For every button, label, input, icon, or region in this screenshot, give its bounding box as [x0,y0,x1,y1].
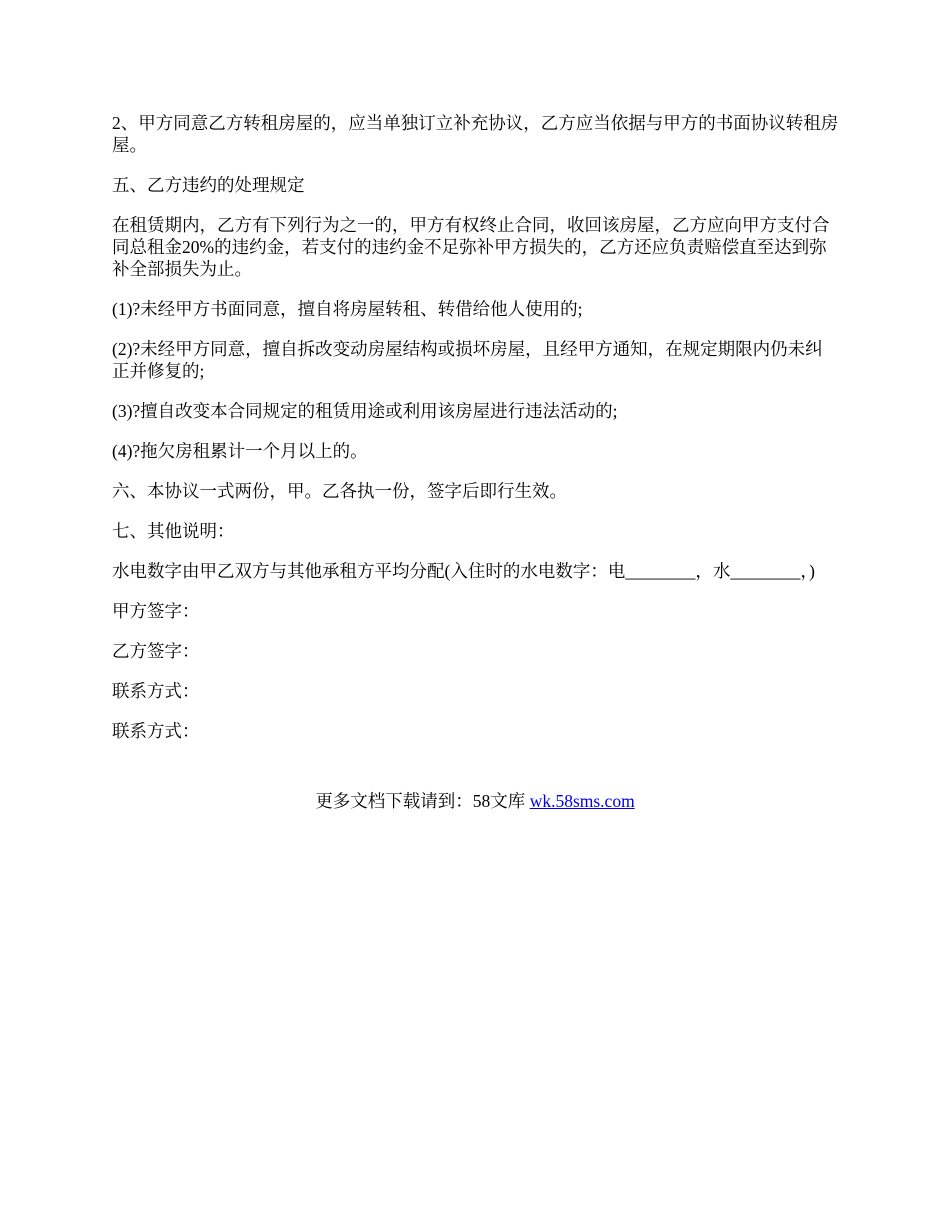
clause-item-2: (2)?未经甲方同意，擅自拆改变动房屋结构或损坏房屋，且经甲方通知，在规定期限内仍未纠正并修复的; [112,339,823,381]
contact-party-a: 联系方式： [112,681,200,701]
clause-breach-penalty: 在租赁期内，乙方有下列行为之一的，甲方有权终止合同，收回该房屋，乙方应向甲方支付合同总租金20%的违约金，若支付的违约金不足弥补甲方损失的，乙方还应负责赔偿直至达到弥补全部损失为止。 [112,215,830,279]
footer-text: 更多文档下载请到：58文库 [315,791,530,811]
contact-party-b: 联系方式： [112,721,200,741]
clause-item-1: (1)?未经甲方书面同意，擅自将房屋转租、转借给他人使用的; [112,299,583,319]
section-heading-other: 七、其他说明： [112,521,235,541]
clause-copies: 六、本协议一式两份，甲。乙各执一份，签字后即行生效。 [112,481,567,501]
clause-sublease-agreement: 2、甲方同意乙方转租房屋的，应当单独订立补充协议，乙方应当依据与甲方的书面协议转租房屋。 [112,113,839,155]
clause-item-4: (4)?拖欠房租累计一个月以上的。 [112,441,368,461]
clause-utilities: 水电数字由甲乙双方与其他承租方平均分配(入住时的水电数字：电________，水________，) [112,561,815,581]
download-footer [0,790,950,812]
signature-party-a: 甲方签字： [112,601,200,621]
document-body [112,112,840,760]
section-heading-breach: 五、乙方违约的处理规定 [112,175,305,195]
clause-item-3: (3)?擅自改变本合同规定的租赁用途或利用该房屋进行违法活动的; [112,401,618,421]
signature-party-b: 乙方签字： [112,641,200,661]
footer-link[interactable]: wk.58sms.com [529,791,635,811]
